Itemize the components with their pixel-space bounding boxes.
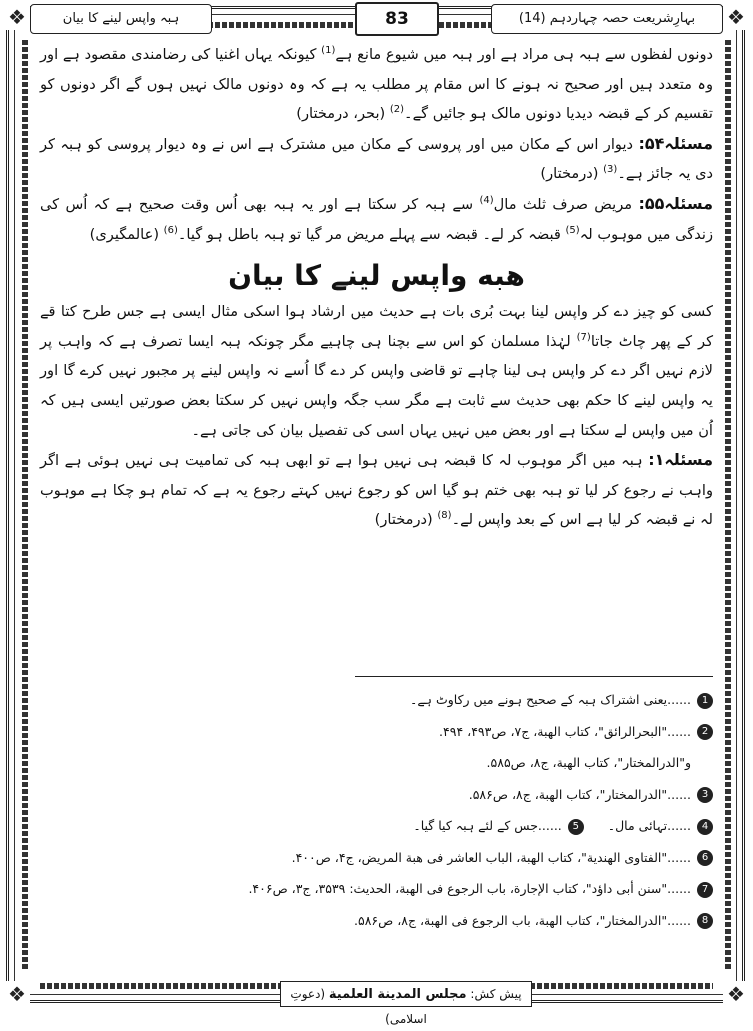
footnote-ref: (5)	[565, 224, 580, 236]
footnote-7: 7......"سنن أبی داؤد"، کتاب الإجارة، باب الرجوع فی الهبة، الحديث: ۳۵۳۹، ج۳، ص۴۰۶.	[40, 873, 713, 905]
footnote-ref: (6)	[163, 224, 178, 236]
footnote-2: 2......"البحرالرائق"، کتاب الهبة، ج۷، ص۴۹۳، ۴۹۴.	[40, 716, 713, 748]
book-title: بہارِشریعت حصہ چہاردہم (14)	[491, 4, 723, 34]
source-citation: (عالمگیری)	[89, 225, 160, 243]
footnotes	[40, 684, 713, 936]
corner-ornament-icon: ❖	[723, 981, 749, 1007]
main-content	[40, 40, 713, 535]
footnote-6: 6......"الفتاوی الهندية"، کتاب الهبة، الباب العاشر فی هبة المريض، ج۴، ص۴۰۰.	[40, 842, 713, 874]
source-citation: (درمختار)	[540, 165, 599, 183]
footnote-ref: (2)	[389, 104, 405, 116]
footnote-ref: (4)	[479, 195, 494, 207]
footnote-ref: (8)	[437, 510, 452, 522]
masala-label: مسئلہ۵۵:	[638, 193, 713, 213]
source-citation: (بحر، درمختار)	[296, 105, 386, 123]
right-chain-ornament	[725, 40, 731, 971]
footnote-ref: (3)	[603, 164, 618, 176]
chapter-title: ہبہ واپس لینے کا بیان	[30, 4, 212, 34]
masala-label: مسئلہ۱:	[648, 450, 713, 470]
section-heading: هبه واپس لینے کا بیان	[228, 259, 525, 293]
footnote-ref: (7)	[576, 331, 591, 343]
masala-54: مسئلہ۵۴: دیوار اس کے مکان میں اور پروسی کے مکان میں مشترک ہے اس نے وہ دیوار پروسی کو ہبہ کر دی یہ جائز ہے۔$^{(3)}$ (درمختار)	[40, 133, 713, 183]
page-number: 83	[355, 2, 439, 36]
intro-paragraph: کسی کو چیز دے کر واپس لینا بہت بُری بات ہے حدیث میں ارشاد ہوا اسکی مثال ایسی ہے جس طرح کتا قے کر کے پھر چاٹ جاتا$^{(7)}$ لہٰذا مسلمان کو اس سے بچنا ہی چاہیے مگر چونکہ ہبہ ایسا تصرف ہے کہ واہب پر لازم نہیں اگر دے کر واپس ہی لینا چاہے تو قاضی واپس کر دے گا اُسے نہ واپس لینے پر مجبور نہیں کرے گا اور یہ واپس لینے کا حکم بھی حدیث سے ثابت ہے مگر سب جگہ واپس نہیں کر سکتا بعض صورتیں ایسی ہیں کہ اُن میں واپس لے سکتا ہے اور بعض میں نہیں یہاں اسی کی تفصیل بیان کی جاتی ہے۔	[40, 303, 714, 439]
footnote-separator	[355, 676, 713, 677]
footnote-8: 8......"الدرالمختار"، کتاب الهبة، باب الرجوع فی الهبة، ج۸، ص۵۸۶.	[40, 905, 713, 937]
corner-ornament-icon: ❖	[4, 981, 30, 1007]
footnote-1: 1......یعنی اشتراک ہبہ کے صحیح ہونے میں رکاوٹ ہے۔	[40, 684, 713, 716]
left-chain-ornament	[22, 40, 28, 971]
masala-1: مسئلہ۱: ہبہ میں اگر موہوب لہ کا قبضہ ہی نہیں ہوا ہے تو ابھی ہبہ کی تمامیت ہی نہیں ہوئی ہے اگر واہب نے رجوع کر لیا تو ہبہ بھی ختم ہو گیا اس کو رجوع نہیں کہتے رجوع یہ ہے کہ تمام ہو چکا ہے موہوب لہ نے قبضہ کر لیا ہے اس کے بعد واپس لے۔$^{(8)}$ (درمختار)	[40, 450, 713, 529]
page-footer	[30, 979, 723, 1026]
page-header	[30, 2, 723, 36]
footnote-2-continued: و"الدرالمختار"، کتاب الهبة، ج۸، ص۵۸۵.	[486, 755, 691, 770]
masala-label: مسئلہ۵۴:	[638, 133, 713, 153]
publisher-credit: پیش کش: مجلس المدينة العلمية (دعوتِ اسلامی)	[280, 981, 532, 1007]
corner-ornament-icon: ❖	[723, 4, 749, 30]
masala-55: مسئلہ۵۵: مریض صرف ثلث مال$^{(4)}$ سے ہبہ کر سکتا ہے اور یہ ہبہ بھی اُس وقت صحیح ہے کہ اُس کی زندگی میں موہوب لہ$^{(5)}$ قبضہ کر لے۔ قبضہ سے پہلے مریض مر گیا تو ہبہ باطل ہو گیا۔$^{(6)}$ (عالمگیری)	[40, 193, 713, 243]
paragraph: دونوں لفظوں سے ہبہ ہی مراد ہے اور ہبہ میں شیوع مانع ہے$^{(1)}$ کیونکہ یہاں اغنیا کی رضامندی مقصود ہے اور وہ متعدد ہیں اور صحیح نہ ہونے کا اس مقام پر مطلب یہ ہے کہ وہ دونوں مالک نہیں ہوں گے اگر دونوں کو تقسیم کر کے قبضہ دیدیا دونوں مالک ہو جائیں گے۔$^{(2)}$ (بحر، درمختار)	[40, 45, 713, 123]
corner-ornament-icon: ❖	[4, 4, 30, 30]
footnote-ref: (1)	[321, 45, 336, 57]
footnote-4-5: 4......تہائی مال۔5......جس کے لئے ہبہ کیا گیا۔	[40, 810, 713, 842]
footnote-3: 3......"الدرالمختار"، کتاب الهبة، ج۸، ص۵۸۶.	[40, 779, 713, 811]
source-citation: (درمختار)	[374, 511, 433, 529]
